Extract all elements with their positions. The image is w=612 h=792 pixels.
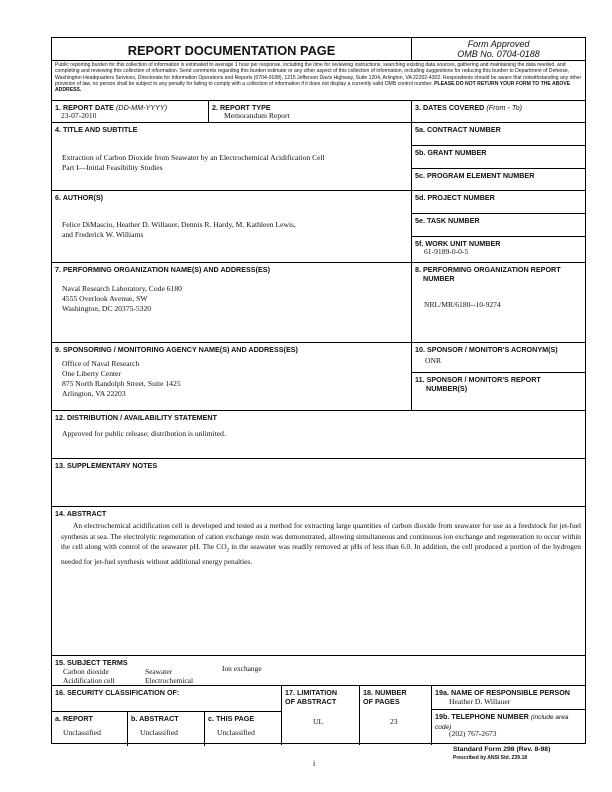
abstract-text[interactable] [61,521,581,568]
performing-org-line-1[interactable]: Naval Research Laboratory, Code 6180 [62,284,182,293]
grant-number-label: 5b. GRANT NUMBER [415,148,487,157]
report-type-value[interactable]: Memorandum Report [224,111,290,120]
abstract-label: 14. ABSTRACT [55,509,107,518]
field-sponsor-report-number [412,372,586,411]
field-work-unit [412,236,586,263]
field-subject-terms [52,655,585,685]
row-dates [52,100,585,122]
subject-term[interactable]: Acidification cell [63,676,115,685]
field-number-of-pages [359,686,431,745]
field-security-classification [52,686,281,745]
security-report-label: a. REPORT [55,714,93,723]
burden-statement [55,62,582,93]
sponsor-report-label-2: NUMBER(S) [426,384,468,393]
report-date-value[interactable]: 23-07-2010 [61,111,97,120]
security-abstract-value[interactable]: Unclassified [140,728,178,737]
field-dates-covered [411,101,586,122]
performing-org-line-2[interactable]: 4555 Overlook Avenue, SW [62,294,148,303]
performing-report-label: 8. PERFORMING ORGANIZATION REPORT [415,265,561,274]
report-date-label: 1. REPORT DATE [55,103,114,112]
subject-term[interactable]: Seawater [145,667,173,676]
field-security-this-page [204,712,281,746]
field-security-report [52,712,127,746]
contract-grant-column [411,123,586,190]
field-report-type [208,101,411,122]
limitation-label-2: OF ABSTRACT [285,697,337,706]
sponsoring-line-3[interactable]: 875 North Randolph Street, Suite 1425 [62,379,181,388]
field-report-date [52,101,208,122]
performing-report-value[interactable]: NRL/MR/6180--10-9274 [424,300,501,309]
field-grant-number [412,145,586,168]
abstract-part-1: An electrochemical acidification cell is developed and tested as a method for extracting large quantities of carbon dioxide from seawater for use as a feedstock for jet-fuel synthesis at sea. The electrolytic regeneration of cation exchange resin was demonstrated, allowing simultaneous and continuous ion exchange and regeneration to occur within the cell along with control of the seawater pH. The CO [61,521,581,552]
page-number: i [313,759,316,768]
responsible-person-column [431,686,586,745]
limitation-label: 17. LIMITATION [285,688,338,697]
telephone-label: 19b. TELEPHONE NUMBER [435,712,529,721]
telephone-hint: (include area code) [435,714,569,731]
authors-label: 6. AUTHOR(S) [55,193,104,202]
field-security-abstract [127,712,204,746]
authors-line-2[interactable]: and Frederick W. Williams [62,230,144,239]
sponsoring-agency-label: 9. SPONSORING / MONITORING AGENCY NAME(S) AND ADDRESS(ES) [55,345,298,354]
number-of-pages-value[interactable]: 23 [390,717,398,726]
security-this-page-label: c. THIS PAGE [208,714,255,723]
row-security [52,685,585,745]
project-task-column [411,191,586,262]
work-unit-label: 5f. WORK UNIT NUMBER [415,239,501,248]
abstract-part-2: in the seawater was readily removed at pHs of less than 6.0. In addition, the cell produced a portion of the hydrogen needed for jet-fuel synthesis without additional energy penalties. [61,542,581,567]
sponsor-acronym-value[interactable]: ONR [425,356,442,365]
number-of-pages-label: 18. NUMBER [363,688,407,697]
sponsoring-line-2[interactable]: One Liberty Center [62,369,122,378]
field-abstract [52,506,585,655]
burden-bold-text: PLEASE DO NOT RETURN YOUR FORM TO THE ABOVE ADDRESS. [55,80,571,94]
field-performing-org [52,263,411,342]
title-subtitle-label: 4. TITLE AND SUBTITLE [55,125,138,134]
sponsor-acronym-label: 10. SPONSOR / MONITOR'S ACRONYM(S) [415,345,558,354]
report-date-hint: (DD-MM-YYYY) [115,103,168,112]
distribution-label: 12. DISTRIBUTION / AVAILABILITY STATEMENT [55,413,217,422]
subject-term[interactable]: Electrochemical [145,676,194,685]
abstract-subscript: 2 [226,548,230,554]
prescribed-by-label: Prescribed by ANSI Std. Z39.18 [453,755,528,761]
row-authors [52,190,585,262]
field-authors [52,191,411,262]
form-approved-text: Form Approved [467,39,530,49]
subject-term[interactable]: Ion exchange [222,664,262,673]
omb-box [411,38,585,60]
security-this-page-value[interactable]: Unclassified [217,728,255,737]
subject-term[interactable]: Carbon dioxide [63,667,109,676]
field-performing-report-number [411,263,586,342]
program-element-label: 5c. PROGRAM ELEMENT NUMBER [415,171,535,180]
row-sponsoring [52,342,585,410]
contract-number-label: 5a. CONTRACT NUMBER [415,125,501,134]
page-title: REPORT DOCUMENTATION PAGE [127,43,336,58]
sponsoring-line-4[interactable]: Arlington, VA 22203 [62,389,126,398]
field-limitation [281,686,359,745]
row-title [52,122,585,190]
standard-form-label: Standard Form 298 (Rev. 8-98) [453,746,551,753]
limitation-value[interactable]: UL [313,717,324,726]
field-sponsoring-agency [52,343,411,410]
sponsor-report-label: 11. SPONSOR / MONITOR'S REPORT [415,375,541,384]
security-report-value[interactable]: Unclassified [63,728,101,737]
responsible-person-value[interactable]: Heather D. Willauer [449,697,511,706]
sponsor-column [411,343,586,410]
dates-covered-label: 3. DATES COVERED [415,103,485,112]
dates-covered-hint: (From - To) [486,103,523,112]
divider [52,60,585,61]
project-number-label: 5d. PROJECT NUMBER [415,193,495,202]
performing-org-label: 7. PERFORMING ORGANIZATION NAME(S) AND ADDRESS(ES) [55,265,270,274]
burden-text: Public reporting burden for this collection of information is estimated to average 1 hour per response, including the time for reviewing instructions, searching existing data sources, gathering and maintaining the data needed, and completing and reviewing this collection of information. Send comments regarding this burden estimate or any other aspect of this collection of information, including suggestions for reducing this burden to Department of Defense, Washington Headquarters Services, Directorate for Information Operations and Reports (0704-0188), 1215 Jefferson Davis Highway, Suite 1204, Arlington, VA 22202-4302. Respondents should be aware that notwithstanding any other provision of law, no person shall be subject to any penalty for failing to comply with a collection of information if it does not display a currently valid OMB control number. [55,62,582,87]
responsible-person-label: 19a. NAME OF RESPONSIBLE PERSON [435,688,570,697]
field-supplementary-notes [52,458,585,506]
telephone-value[interactable]: (202) 767-2673 [449,729,497,738]
task-number-label: 5e. TASK NUMBER [415,216,480,225]
authors-line-1[interactable]: Felice DiMascio, Heather D. Willauer, Dennis R. Hardy, M. Kathleen Lewis, [62,220,296,229]
supplementary-notes-label: 13. SUPPLEMENTARY NOTES [55,461,158,470]
number-of-pages-label-2: OF PAGES [363,697,400,706]
title-line-1[interactable]: Extraction of Carbon Dioxide from Seawater by an Electrochemical Acidification Cell [62,153,325,162]
performing-report-label-2: NUMBER [423,274,455,283]
field-task-number [412,213,586,236]
work-unit-value[interactable]: 61-9189-0-0-5 [424,247,469,256]
report-documentation-form [51,37,586,744]
sponsoring-line-1[interactable]: Office of Naval Research [62,359,140,368]
omb-number: OMB No. 0704-0188 [457,49,540,59]
field-telephone [432,709,586,746]
security-abstract-label: b. ABSTRACT [131,714,179,723]
field-program-element [412,168,586,191]
report-type-label: 2. REPORT TYPE [212,103,271,112]
title-line-2[interactable]: Part I—Initial Feasibility Studies [62,163,163,172]
subject-terms-label: 15. SUBJECT TERMS [55,658,128,667]
security-subrow [52,711,281,746]
field-distribution [52,410,585,458]
performing-org-line-3[interactable]: Washington, DC 20375-5320 [62,304,152,313]
field-title-subtitle [52,123,411,190]
security-classification-label: 16. SECURITY CLASSIFICATION OF: [55,688,180,697]
distribution-value[interactable]: Approved for public release; distribution is unlimited. [62,429,226,438]
row-performing-org [52,262,585,342]
